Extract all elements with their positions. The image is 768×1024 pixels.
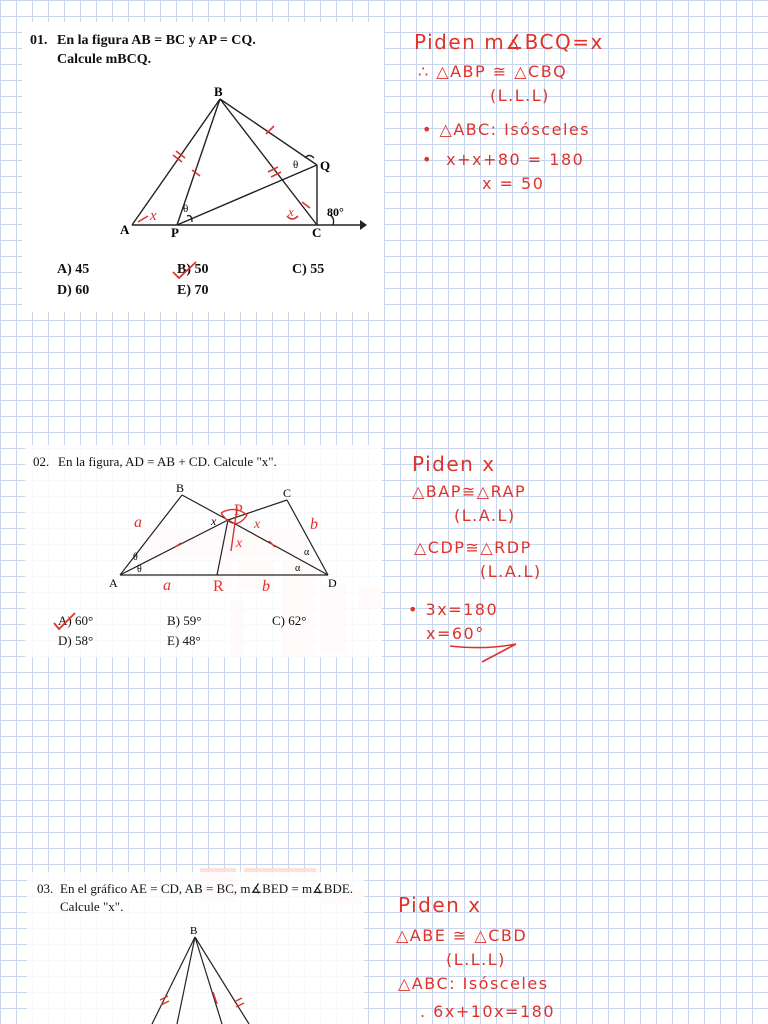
note2-line4: △CDP≅△RDP <box>414 538 532 557</box>
q1-red-marks <box>138 126 310 222</box>
q2-statement: En la figura, AD = AB + CD. Calcule "x". <box>58 454 277 469</box>
note2-line6: • 3x=180 <box>408 600 499 619</box>
q2-mark-a2: a <box>163 577 171 594</box>
note2-line2: △BAP≅△RAP <box>412 482 527 501</box>
q2-point-b: B <box>176 481 185 495</box>
q1-statement-line2: Calcule mBCQ. <box>57 52 152 67</box>
q1-point-c: C <box>312 225 322 240</box>
note3-line3: (L.L.L) <box>446 950 506 969</box>
q1-theta-1: θ <box>183 203 189 215</box>
q1-option-d[interactable]: D) 60 <box>57 283 90 298</box>
note1-line3: (L.L.L) <box>490 86 550 105</box>
q1-point-p: P <box>171 225 179 240</box>
note2-line5: (L.A.L) <box>480 562 542 581</box>
q1-answer-check <box>170 260 200 280</box>
q2-mark-b1: b <box>262 578 270 595</box>
note3-line1: Piden x <box>398 893 482 917</box>
q1-option-b[interactable]: B) 50 <box>177 262 209 277</box>
q2-theta-2: θ <box>137 564 142 575</box>
q2-option-b[interactable]: B) 59° <box>167 613 202 628</box>
q2-option-d[interactable]: D) 58° <box>58 633 94 648</box>
q1-point-q: Q <box>320 158 331 173</box>
note3-line5: . 6x+10x=180 <box>420 1002 555 1021</box>
q2-alpha-1: α <box>304 547 310 558</box>
q1-option-e[interactable]: E) 70 <box>177 283 209 298</box>
q3-statement-line2: Calcule "x". <box>60 899 124 914</box>
q2-alpha-2: α <box>295 563 301 574</box>
note1-line4: • △ABC: Isósceles <box>422 120 591 139</box>
q2-mark-x2: x <box>236 536 243 551</box>
note2-underline <box>446 636 526 666</box>
q2-option-a[interactable]: A) 60° <box>58 613 94 628</box>
q2-mark-a1: a <box>134 514 142 531</box>
q1-mark-x2: x <box>288 204 294 219</box>
q1-option-c[interactable]: C) 55 <box>292 262 325 277</box>
q2-point-a: A <box>109 576 118 590</box>
q3-statement-line1: En el gráfico AE = CD, AB = BC, m∡BED = m∡BDE. <box>60 881 354 896</box>
q2-mark-x1: x <box>254 517 261 532</box>
note3-line4: △ABC: Isósceles <box>398 974 549 993</box>
q2-answer-check <box>51 611 79 631</box>
q1-point-b: B <box>214 84 223 99</box>
q1-number: 01. <box>30 33 48 48</box>
q2-mark-p: P <box>234 502 243 519</box>
q3-number: 03. <box>37 881 54 896</box>
q1-angle-80: 80° <box>327 205 344 219</box>
q3-figure <box>27 872 364 1024</box>
q3-red-marks <box>160 992 244 1007</box>
q1-statement-line1: En la figura AB = BC y AP = CQ. <box>57 33 256 48</box>
q2-option-e[interactable]: E) 48° <box>167 633 201 648</box>
q1-mark-x1: x <box>150 208 157 224</box>
note1-line2: ∴ △ABP ≅ △CBQ <box>418 62 568 81</box>
q2-number: 02. <box>33 454 50 469</box>
note1-line6: x = 50 <box>482 174 545 193</box>
question-2-card <box>25 445 382 657</box>
q2-label-x: x <box>211 514 217 528</box>
question-1-card <box>22 22 384 312</box>
note2-line1: Piden x <box>412 452 496 476</box>
q2-option-c[interactable]: C) 62° <box>272 613 307 628</box>
q2-mark-b2: b <box>310 516 318 533</box>
note3-line2: △ABE ≅ △CBD <box>396 926 528 945</box>
note1-line1: Piden m∡BCQ=x <box>414 30 604 54</box>
note2-line3: (L.A.L) <box>454 506 516 525</box>
note2-line7: x=60° <box>426 624 485 643</box>
q2-theta-1: θ <box>133 552 138 563</box>
q1-option-a[interactable]: A) 45 <box>57 262 90 277</box>
q2-mark-r: R <box>213 578 224 595</box>
q2-point-d: D <box>328 576 337 590</box>
note1-line5: • x+x+80 = 180 <box>422 150 585 169</box>
question-3-card <box>27 872 364 1024</box>
q1-point-a: A <box>120 222 130 237</box>
q1-theta-2: θ <box>293 159 299 171</box>
q2-point-c: C <box>283 486 292 500</box>
q3-point-b: B <box>190 925 198 937</box>
